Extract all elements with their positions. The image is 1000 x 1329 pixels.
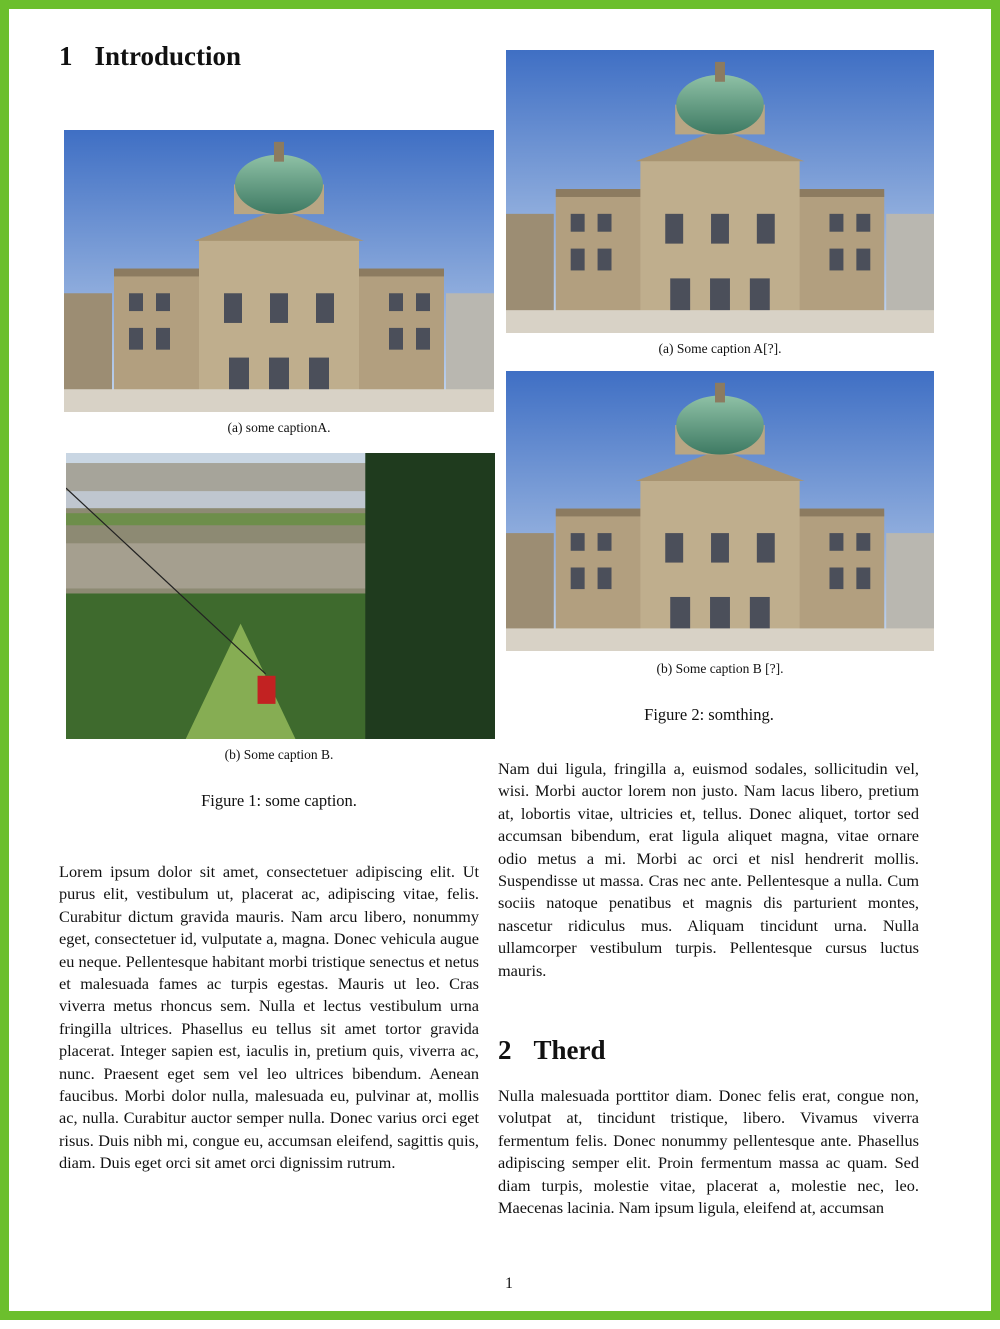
parliament-building-image [506,371,934,651]
figure1a-caption: (a) some captionA. [227,420,331,435]
figure2a-caption: (a) Some caption A[?]. [658,341,782,356]
section-number: 1 [59,41,73,71]
paper-page [9,9,1000,1329]
parliament-building-image [64,130,494,412]
paragraph-right-column-top: Nam dui ligula, fringilla a, euismod sodales, sollicitudin vel, wisi. Morbi auctor lorem non justo. Nam lacus libero, pretium at, lobortis vitae, ultricies et, tellus. Donec aliquet, tortor sed accumsan bibendum, erat ligula aliquet magna, vitae ornare odio metus a mi. Morbi ac orci et nisl hendrerit mollis. Suspendisse ut massa. Cras nec ante. Pellentesque a nulla. Cum sociis natoque penatibus et magnis dis parturient montes, nascetur ridiculus mus. Aliquam tincidunt urna. Nulla ullamcorper vestibulum turpis. Pellentesque cursus luctus mauris. [498,759,919,980]
figure1-caption: Figure 1: some caption. [201,791,357,810]
figure2b-parliament-photo [506,371,934,651]
paragraph-left-column: Lorem ipsum dolor sit amet, consectetuer adipiscing elit. Ut purus elit, vestibulum ut, placerat ac, adipiscing vitae, felis. Curabitur dictum gravida mauris. Nam arcu libero, nonummy eget, consectetuer id, vulputate a, magna. Donec vehicula augue eu neque. Pellentesque habitant morbi tristique senectus et netus et malesuada fames ac turpis egestas. Mauris ut leo. Cras viverra metus rhoncus sem. Nulla et lectus vestibulum urna fringilla ultrices. Phasellus eu tellus sit amet tortor gravida placerat. Integer sapien est, iaculis in, pretium quis, viverra ac, nunc. Praesent eget sem vel leo ultrices bibendum. Aenean faucibus. Morbi dolor nulla, malesuada eu, pulvinar at, mollis ac, nulla. Curabitur auctor semper nulla. Donec varius orci eget risus. Duis nibh mi, congue eu, accumsan eleifend, sagittis quis, diam. Duis eget orci sit amet orci dignissim rutrum. [59,862,479,1173]
section-heading-therd [498,1035,606,1066]
section-title: Introduction [94,41,242,71]
figure2b-caption: (b) Some caption B [?]. [656,661,784,676]
figure2a-parliament-photo [506,50,934,333]
page-number: 1 [505,1275,513,1292]
section-title: Therd [533,1035,606,1065]
figure1b-cable-car-photo [66,453,495,739]
section-heading-introduction [59,41,241,72]
figure1b-caption: (b) Some caption B. [224,747,334,762]
parliament-building-image [506,50,934,333]
cable-car-valley-image [66,453,495,739]
figure2-caption: Figure 2: somthing. [644,705,774,724]
paragraph-right-column-bottom: Nulla malesuada porttitor diam. Donec felis erat, congue non, volutpat at, tincidunt tristique, libero. Vivamus viverra fermentum felis. Donec nonummy pellentesque ante. Phasellus adipiscing semper elit. Proin fermentum massa ac quam. Sed diam turpis, molestie vitae, placerat a, molestie nec, leo. Maecenas lacinia. Nam ipsum ligula, eleifend at, accumsan [498,1086,919,1218]
figure1a-parliament-photo [64,130,494,412]
section-number: 2 [498,1035,512,1065]
